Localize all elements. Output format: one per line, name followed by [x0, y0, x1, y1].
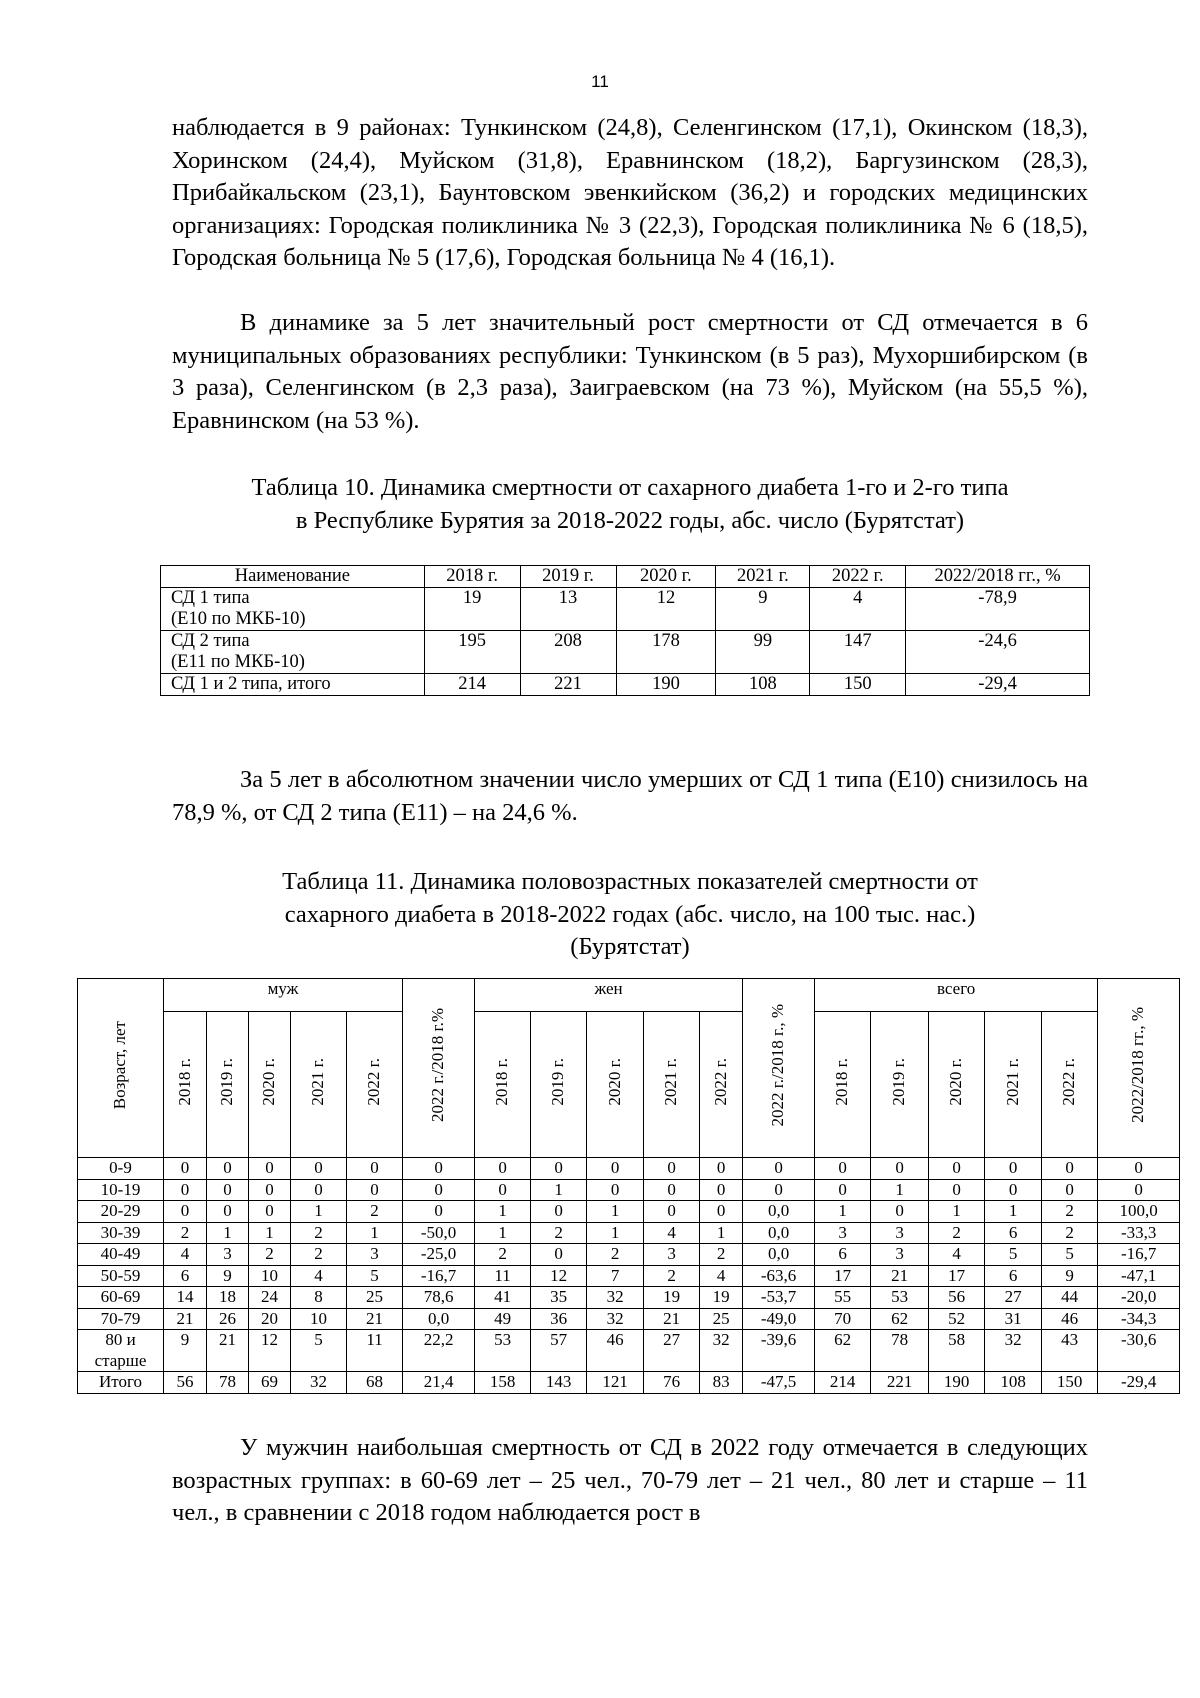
table11-value-cell: 25: [700, 1308, 743, 1330]
table11-value-cell: 78,6: [403, 1287, 475, 1309]
table11-value-cell: 32: [587, 1308, 644, 1330]
table11-value-cell: 53: [871, 1287, 929, 1309]
table10-header-row: [161, 566, 1090, 588]
table11-value-cell: 1: [291, 1201, 347, 1223]
table11-caption: [130, 866, 1130, 964]
table11-value-cell: -34,3: [1098, 1308, 1180, 1330]
table11-value-cell: 0: [644, 1201, 700, 1223]
table11-value-cell: 108: [985, 1372, 1042, 1394]
table11-value-cell: 2: [1042, 1201, 1098, 1223]
table11-value-cell: 20: [249, 1308, 291, 1330]
table11-value-cell: 2: [1042, 1222, 1098, 1244]
table11-body: [78, 1158, 1180, 1394]
table10-value-cell: 208: [520, 631, 616, 674]
table11-value-cell: 5: [347, 1265, 403, 1287]
table11-year-header: 2018 г.: [164, 1012, 207, 1158]
table11-value-cell: -50,0: [403, 1222, 475, 1244]
table11-value-cell: 70: [815, 1308, 871, 1330]
table11-value-cell: 44: [1042, 1287, 1098, 1309]
paragraph-men: У мужчин наибольшая смертность от СД в 2022 году отмечается в следующих возрастных группах: в 60-69 лет – 25 чел., 70-79 лет – 21 чел., 80 лет и старше – 11 чел., в сравнении с 2018 годом наблюдается рост в: [172, 1434, 1088, 1526]
table11-value-cell: 78: [207, 1372, 249, 1394]
table11-value-cell: 41: [475, 1287, 531, 1309]
table11-value-cell: 2: [249, 1244, 291, 1266]
table11-value-cell: 0: [587, 1158, 644, 1180]
table11-value-cell: 0,0: [743, 1222, 815, 1244]
table11-value-cell: 35: [531, 1287, 587, 1309]
table11-ratio-total: 2022/2018 гг., %: [1098, 979, 1180, 1158]
table11-value-cell: 1: [207, 1222, 249, 1244]
table11-value-cell: 32: [700, 1330, 743, 1372]
table11-value-cell: 9: [207, 1265, 249, 1287]
table10-caption: [130, 472, 1130, 537]
table11-age-line1: 10-19: [100, 1179, 141, 1199]
table11-age-cell: [78, 1308, 164, 1330]
table11-caption-line1: Таблица 11. Динамика половозрастных показателей смертности от: [282, 868, 978, 895]
table11-caption-line2: сахарного диабета в 2018-2022 годах (абс. число, на 100 тыс. нас.): [284, 900, 976, 928]
table10-value-cell: -78,9: [906, 588, 1090, 631]
table10-value-cell: -24,6: [906, 631, 1090, 674]
table11-value-cell: 1: [531, 1179, 587, 1201]
table11-value-cell: 2: [347, 1201, 403, 1223]
table11-value-cell: 68: [347, 1372, 403, 1394]
table11-value-cell: 62: [815, 1330, 871, 1372]
table10-body: [161, 588, 1090, 696]
table11-value-cell: 0: [700, 1158, 743, 1180]
table11-year-header: 2020 г.: [249, 1012, 291, 1158]
table11-value-cell: 0: [164, 1179, 207, 1201]
table11-value-cell: 2: [587, 1244, 644, 1266]
table11-value-cell: 8: [291, 1287, 347, 1309]
table11-year-header: 2022 г.: [347, 1012, 403, 1158]
table11-value-cell: 158: [475, 1372, 531, 1394]
table11-value-cell: 190: [929, 1372, 985, 1394]
table11-value-cell: 100,0: [1098, 1201, 1180, 1223]
table11-value-cell: 214: [815, 1372, 871, 1394]
table11-value-cell: -16,7: [1098, 1244, 1180, 1266]
table11-year-header: 2020 г.: [587, 1012, 644, 1158]
table11-group-total: всего: [815, 979, 1098, 1012]
table11-value-cell: 0,0: [403, 1308, 475, 1330]
table11-value-cell: 0: [207, 1158, 249, 1180]
table11-value-cell: 3: [815, 1222, 871, 1244]
table10-value-cell: 178: [616, 631, 716, 674]
table11-value-cell: 3: [644, 1244, 700, 1266]
table10-row: [161, 588, 1090, 631]
table11-value-cell: 143: [531, 1372, 587, 1394]
table11-value-cell: 1: [871, 1179, 929, 1201]
table11-age-line1: 50-59: [100, 1265, 141, 1285]
table11-value-cell: 69: [249, 1372, 291, 1394]
table11-value-cell: 3: [347, 1244, 403, 1266]
table11-value-cell: 0: [929, 1179, 985, 1201]
table11-value-cell: 0: [291, 1179, 347, 1201]
table11-age-line1: 70-79: [100, 1308, 141, 1328]
table10-header-cell: 2018 г.: [424, 566, 520, 588]
table10-value-cell: 147: [810, 631, 906, 674]
table11-value-cell: 0: [743, 1179, 815, 1201]
table11-value-cell: 9: [164, 1330, 207, 1372]
table11-value-cell: 7: [587, 1265, 644, 1287]
table11-value-cell: 4: [164, 1244, 207, 1266]
table11-value-cell: 221: [871, 1372, 929, 1394]
table11-value-cell: 5: [985, 1244, 1042, 1266]
table11-value-cell: 4: [700, 1265, 743, 1287]
table11-value-cell: 1: [475, 1222, 531, 1244]
table11-value-cell: 3: [871, 1244, 929, 1266]
table10-value-cell: 99: [716, 631, 810, 674]
table10-row-name-line2: (Е10 по МКБ-10): [171, 609, 306, 629]
table11-value-cell: 0: [531, 1158, 587, 1180]
table11-header-years: [78, 1012, 1180, 1158]
table11-value-cell: -47,5: [743, 1372, 815, 1394]
table11-value-cell: 0: [249, 1201, 291, 1223]
table11-value-cell: 0: [1042, 1158, 1098, 1180]
table11-year-header: 2019 г.: [871, 1012, 929, 1158]
table11-value-cell: 1: [347, 1222, 403, 1244]
table11-value-cell: 0: [871, 1158, 929, 1180]
table11-value-cell: 36: [531, 1308, 587, 1330]
table11-value-cell: 19: [644, 1287, 700, 1309]
table10-row-name-line1: СД 1 и 2 типа, итого: [171, 674, 331, 694]
table11-value-cell: 11: [347, 1330, 403, 1372]
table11-value-cell: 43: [1042, 1330, 1098, 1372]
paragraph-dynamics: В динамике за 5 лет значительный рост смертности от СД отмечается в 6 муниципальных образованиях республики: Тункинском (в 5 раз), Мухоршибирском (в 3 раза), Селенгинском (в 2,3 раза), Заиграевском (на 73 %), Муйском (на 55,5 %), Еравнинском (на 53 %).: [172, 309, 1088, 434]
table11-value-cell: 6: [164, 1265, 207, 1287]
table10-row-name-line1: СД 2 типа: [171, 631, 250, 651]
table11-age-header: Возраст, лет: [78, 979, 164, 1158]
table11-value-cell: 78: [871, 1330, 929, 1372]
table10-value-cell: -29,4: [906, 674, 1090, 696]
table11-value-cell: 58: [929, 1330, 985, 1372]
table11-caption-line3: (Бурятстат): [570, 933, 690, 960]
table10-row-name: [161, 674, 425, 696]
table11-year-header: 2022 г.: [1042, 1012, 1098, 1158]
table11-value-cell: 2: [291, 1222, 347, 1244]
table11-value-cell: 12: [531, 1265, 587, 1287]
table11-group-male: муж: [164, 979, 403, 1012]
table11-value-cell: 57: [531, 1330, 587, 1372]
table11-value-cell: 62: [871, 1308, 929, 1330]
table11-value-cell: 0: [347, 1179, 403, 1201]
table11-value-cell: 26: [207, 1308, 249, 1330]
table11-value-cell: 150: [1042, 1372, 1098, 1394]
table11-value-cell: 5: [1042, 1244, 1098, 1266]
table11-value-cell: 0: [164, 1201, 207, 1223]
table11-value-cell: 21: [207, 1330, 249, 1372]
table11-value-cell: 1: [700, 1222, 743, 1244]
table11-value-cell: 0: [403, 1158, 475, 1180]
table10-value-cell: 19: [424, 588, 520, 631]
table11-value-cell: 0: [403, 1201, 475, 1223]
table11-value-cell: 4: [644, 1222, 700, 1244]
table11-value-cell: 0: [815, 1158, 871, 1180]
table11-value-cell: 2: [531, 1222, 587, 1244]
table10-caption-line2: в Республике Бурятия за 2018-2022 годы, абс. число (Бурятстат): [295, 506, 965, 534]
table11-value-cell: 121: [587, 1372, 644, 1394]
table10-header-cell: 2021 г.: [716, 566, 810, 588]
table11-age-line2: старше: [94, 1350, 147, 1370]
table11-value-cell: 25: [347, 1287, 403, 1309]
table11-value-cell: 9: [1042, 1265, 1098, 1287]
table11-value-cell: 0: [475, 1179, 531, 1201]
table11-value-cell: 10: [249, 1265, 291, 1287]
table10-value-cell: 108: [716, 674, 810, 696]
table11-value-cell: -49,0: [743, 1308, 815, 1330]
table11-value-cell: -16,7: [403, 1265, 475, 1287]
table10-header-cell: 2022 г.: [810, 566, 906, 588]
table11-year-header: 2021 г.: [985, 1012, 1042, 1158]
table11-value-cell: 0: [815, 1179, 871, 1201]
table11-value-cell: 1: [929, 1201, 985, 1223]
table11-value-cell: 0: [700, 1179, 743, 1201]
table11-value-cell: 0: [475, 1158, 531, 1180]
table11-value-cell: 2: [644, 1265, 700, 1287]
table11-age-cell: [78, 1330, 164, 1372]
table11-value-cell: 31: [985, 1308, 1042, 1330]
table10-row: [161, 674, 1090, 696]
table11-row: [78, 1308, 1180, 1330]
table11-value-cell: 83: [700, 1372, 743, 1394]
table11-value-cell: 1: [249, 1222, 291, 1244]
table11-value-cell: 0,0: [743, 1201, 815, 1223]
table11-row: [78, 1330, 1180, 1372]
table11-year-header: 2020 г.: [929, 1012, 985, 1158]
table10-header-cell: 2019 г.: [520, 566, 616, 588]
table11-value-cell: 0: [985, 1179, 1042, 1201]
table11-value-cell: 0: [207, 1201, 249, 1223]
table11-value-cell: -53,7: [743, 1287, 815, 1309]
table11-value-cell: -63,6: [743, 1265, 815, 1287]
table11-value-cell: 19: [700, 1287, 743, 1309]
table10-caption-line1: Таблица 10. Динамика смертности от сахарного диабета 1-го и 2-го типа: [251, 474, 1009, 501]
table11-year-header: 2019 г.: [531, 1012, 587, 1158]
table11-year-header: 2018 г.: [475, 1012, 531, 1158]
table11-value-cell: 18: [207, 1287, 249, 1309]
table10-header-cell: 2022/2018 гг., %: [906, 566, 1090, 588]
table11-value-cell: 0: [249, 1179, 291, 1201]
table11-age-line1: 80 и: [105, 1330, 136, 1349]
table11-value-cell: 0: [531, 1244, 587, 1266]
table10-value-cell: 9: [716, 588, 810, 631]
table11-value-cell: 24: [249, 1287, 291, 1309]
table10-row: [161, 631, 1090, 674]
table11-age-line1: 40-49: [100, 1244, 141, 1263]
table10-value-cell: 4: [810, 588, 906, 631]
table11-age-cell: [78, 1179, 164, 1201]
table11-value-cell: -47,1: [1098, 1265, 1180, 1287]
table11-value-cell: 0: [985, 1158, 1042, 1180]
table11-value-cell: 0: [207, 1179, 249, 1201]
table11-year-header: 2019 г.: [207, 1012, 249, 1158]
table11-value-cell: 46: [587, 1330, 644, 1372]
table11-value-cell: 32: [291, 1372, 347, 1394]
table11-value-cell: -29,4: [1098, 1372, 1180, 1394]
table11-value-cell: 0: [644, 1158, 700, 1180]
table11-value-cell: 1: [587, 1201, 644, 1223]
table11-value-cell: 0,0: [743, 1244, 815, 1266]
table11-value-cell: 0: [587, 1179, 644, 1201]
table11-value-cell: 0: [1042, 1179, 1098, 1201]
table11-value-cell: 2: [164, 1222, 207, 1244]
table11-value-cell: 3: [871, 1222, 929, 1244]
table11-value-cell: 0: [403, 1179, 475, 1201]
table11-value-cell: 17: [929, 1265, 985, 1287]
table11-value-cell: 10: [291, 1308, 347, 1330]
table11-value-cell: 1: [985, 1201, 1042, 1223]
table10-value-cell: 195: [424, 631, 520, 674]
table11-value-cell: 6: [815, 1244, 871, 1266]
table11-value-cell: 21: [164, 1308, 207, 1330]
table11-value-cell: -30,6: [1098, 1330, 1180, 1372]
table11-value-cell: 21: [347, 1308, 403, 1330]
table-10: [160, 565, 1090, 696]
table11-value-cell: 0: [871, 1201, 929, 1223]
table11-value-cell: 21,4: [403, 1372, 475, 1394]
table11-value-cell: 56: [164, 1372, 207, 1394]
table11-value-cell: 6: [985, 1265, 1042, 1287]
table10-value-cell: 221: [520, 674, 616, 696]
table11-row: [78, 1158, 1180, 1180]
table11-value-cell: 0: [1098, 1158, 1180, 1180]
table11-value-cell: 1: [587, 1222, 644, 1244]
table11-ratio-female: 2022 г./2018 г., %: [743, 979, 815, 1158]
table11-value-cell: 5: [291, 1330, 347, 1372]
table11-value-cell: 22,2: [403, 1330, 475, 1372]
table10-header-cell: 2020 г.: [616, 566, 716, 588]
table10-value-cell: 214: [424, 674, 520, 696]
table11-age-line1: 60-69: [100, 1287, 141, 1306]
table11-value-cell: 56: [929, 1287, 985, 1309]
table11-value-cell: 12: [249, 1330, 291, 1372]
table11-value-cell: 0: [644, 1179, 700, 1201]
table11-age-line1: Итого: [98, 1372, 143, 1391]
table11-value-cell: 46: [1042, 1308, 1098, 1330]
table11-value-cell: -33,3: [1098, 1222, 1180, 1244]
table10-value-cell: 13: [520, 588, 616, 631]
table11-year-header: 2021 г.: [644, 1012, 700, 1158]
table11-value-cell: -20,0: [1098, 1287, 1180, 1309]
table-11: [77, 978, 1180, 1394]
table11-value-cell: 55: [815, 1287, 871, 1309]
table11-age-cell: [78, 1222, 164, 1244]
table11-value-cell: 27: [644, 1330, 700, 1372]
table11-year-header: 2021 г.: [291, 1012, 347, 1158]
table11-row: [78, 1244, 1180, 1266]
table11-row: [78, 1201, 1180, 1223]
table11-age-cell: [78, 1158, 164, 1180]
table11-row: [78, 1287, 1180, 1309]
table10-row-name-line2: (Е11 по МКБ-10): [171, 652, 305, 672]
table11-row: [78, 1265, 1180, 1287]
table11-value-cell: 3: [207, 1244, 249, 1266]
table11-year-header: 2022 г.: [700, 1012, 743, 1158]
table10-row-name-line1: СД 1 типа: [171, 588, 250, 608]
table11-value-cell: 27: [985, 1287, 1042, 1309]
table11-age-cell: [78, 1201, 164, 1223]
table11-value-cell: -39,6: [743, 1330, 815, 1372]
table10-value-cell: 190: [616, 674, 716, 696]
table11-value-cell: 1: [475, 1201, 531, 1223]
table11-value-cell: 6: [985, 1222, 1042, 1244]
page-number: 11: [591, 72, 609, 91]
table11-row: [78, 1179, 1180, 1201]
table11-value-cell: 11: [475, 1265, 531, 1287]
table10-value-cell: 150: [810, 674, 906, 696]
table11-age-cell: [78, 1265, 164, 1287]
table11-value-cell: 49: [475, 1308, 531, 1330]
table11-value-cell: 4: [291, 1265, 347, 1287]
table11-value-cell: 0: [743, 1158, 815, 1180]
table11-header-groups: [78, 979, 1180, 1012]
table11-value-cell: 0: [929, 1158, 985, 1180]
table11-value-cell: 0: [249, 1158, 291, 1180]
table11-group-female: жен: [475, 979, 743, 1012]
table11-row: [78, 1222, 1180, 1244]
table11-age-line1: 30-39: [100, 1222, 141, 1242]
table11-value-cell: 0: [347, 1158, 403, 1180]
table11-value-cell: 0: [291, 1158, 347, 1180]
table10-row-name: [161, 588, 425, 631]
table10-header-cell: Наименование: [161, 566, 425, 588]
table11-value-cell: 2: [700, 1244, 743, 1266]
table11-ratio-male: 2022 г./2018 г.%: [403, 979, 475, 1158]
table11-value-cell: -25,0: [403, 1244, 475, 1266]
table10-value-cell: 12: [616, 588, 716, 631]
table11-value-cell: 0: [1098, 1179, 1180, 1201]
table11-row: [78, 1372, 1180, 1394]
table11-value-cell: 14: [164, 1287, 207, 1309]
table10-row-name: [161, 631, 425, 674]
table11-age-cell: [78, 1287, 164, 1309]
table11-age-line1: 20-29: [100, 1201, 141, 1220]
table11-value-cell: 2: [475, 1244, 531, 1266]
table11-value-cell: 1: [815, 1201, 871, 1223]
table11-value-cell: 0: [164, 1158, 207, 1180]
table11-value-cell: 0: [531, 1201, 587, 1223]
table11-value-cell: 21: [644, 1308, 700, 1330]
table11-value-cell: 32: [587, 1287, 644, 1309]
table11-value-cell: 53: [475, 1330, 531, 1372]
table11-value-cell: 32: [985, 1330, 1042, 1372]
table11-value-cell: 76: [644, 1372, 700, 1394]
paragraph-districts: наблюдается в 9 районах: Тункинском (24,8), Селенгинском (17,1), Окинском (18,3), Хоринском (24,4), Муйском (31,8), Еравнинском (18,2), Баргузинском (28,3), Прибайкальском (23,1), Баунтовском эвенкийском (36,2) и городских медицинских организациях: Городская поликлиника № 3 (22,3), Городская поликлиника № 6 (18,5), Городская больница № 5 (17,6), Городская больница № 4 (16,1).: [172, 114, 1088, 271]
table11-value-cell: 4: [929, 1244, 985, 1266]
table11-value-cell: 21: [871, 1265, 929, 1287]
table11-age-line1: 0-9: [109, 1158, 132, 1177]
paragraph-summary: За 5 лет в абсолютном значении число умерших от СД 1 типа (Е10) снизилось на 78,9 %, от СД 2 типа (Е11) – на 24,6 %.: [172, 766, 1088, 826]
table11-age-cell: [78, 1372, 164, 1394]
table11-value-cell: 2: [291, 1244, 347, 1266]
table11-value-cell: 2: [929, 1222, 985, 1244]
table11-year-header: 2018 г.: [815, 1012, 871, 1158]
table11-value-cell: 17: [815, 1265, 871, 1287]
table11-value-cell: 0: [700, 1201, 743, 1223]
table11-value-cell: 52: [929, 1308, 985, 1330]
table11-age-cell: [78, 1244, 164, 1266]
